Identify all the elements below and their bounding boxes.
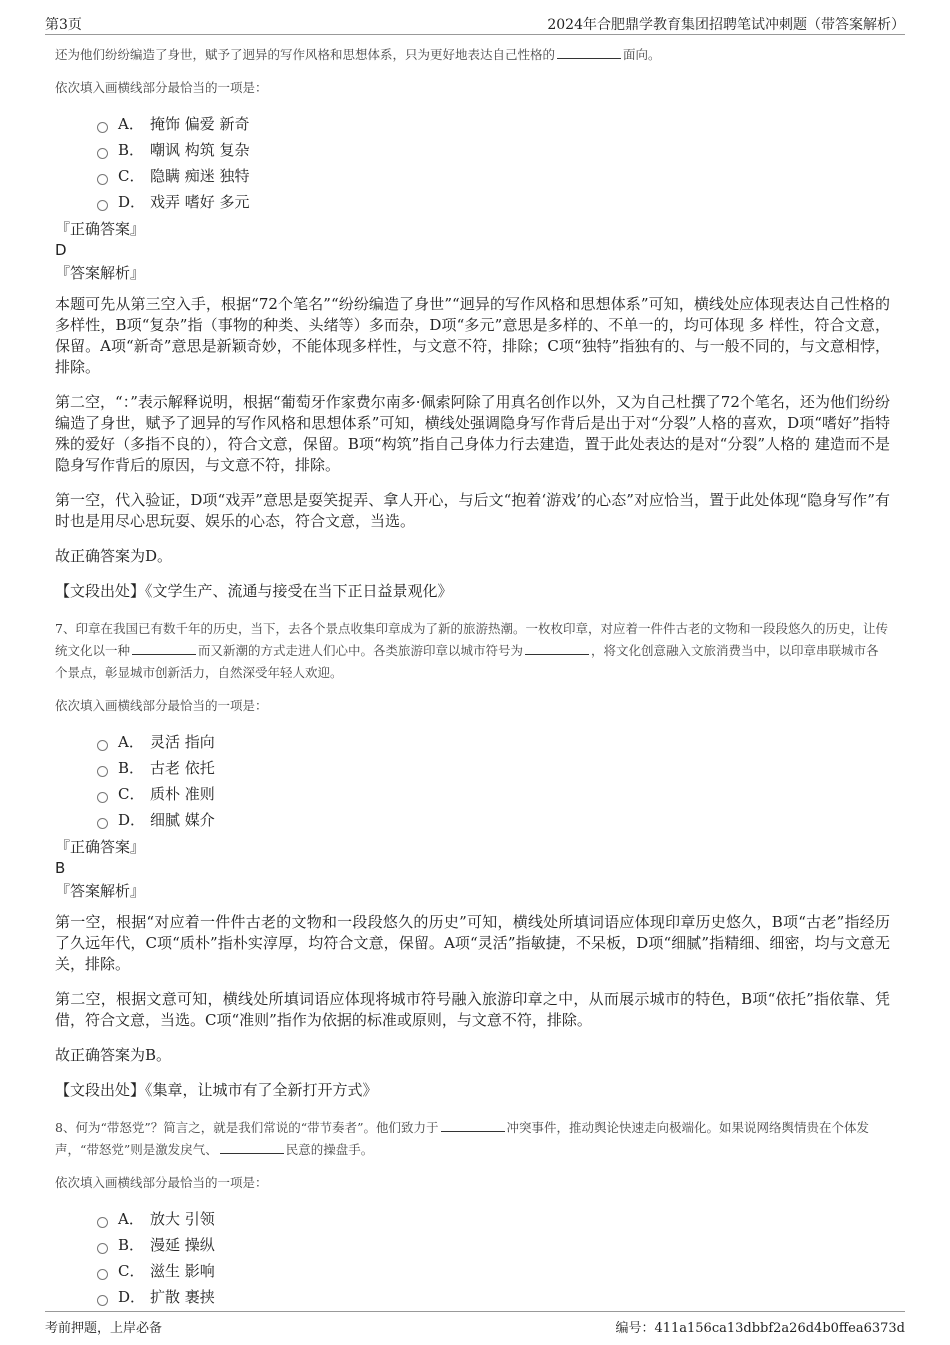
radio-icon[interactable] [97,766,108,777]
page-number: 第3页 [45,17,82,33]
option-key: B． [118,758,145,777]
option-key: B． [118,1235,145,1254]
option-text: 隐瞒 痴迷 独特 [150,166,250,185]
document-id: 编号：411a156ca13dbbf2a26d4b0ffea6373d [615,1321,905,1336]
source-citation: 【文段出处】《文学生产、流通与接受在当下正日益景观化》 [55,582,453,600]
radio-icon[interactable] [97,1243,108,1254]
radio-icon[interactable] [97,1295,108,1306]
option-key: A． [118,732,144,751]
analysis-paragraph: 故正确答案为D。 [55,547,173,565]
question-8-stem [55,1117,890,1161]
radio-icon[interactable] [97,122,108,133]
stem-text: 7、印章在我国已有数千年的历史，当下，去各个景点收集印章成为了新的旅游热潮。一枚枚印章，对应着一件件古老的文物和一段段悠久的历史，让传统文化以一种 [55,621,888,658]
radio-icon[interactable] [97,818,108,829]
analysis-paragraph: 第一空，代入验证，D项“戏弄”意思是耍笑捉弄、拿人开心，与后文“抱着‘游戏’的心态”对应恰当，置于此处体现“隐身写作”有时也是用尽心思玩耍、娱乐的心态，符合文意，当选。 [55,491,890,530]
option-key: C． [118,1261,145,1280]
radio-icon[interactable] [97,740,108,751]
option-key: D． [118,810,146,829]
option-text: 灵活 指向 [150,732,215,751]
option-key: D． [118,192,146,211]
radio-icon[interactable] [97,1269,108,1280]
analysis-paragraph: 第一空，根据“对应着一件件古老的文物和一段段悠久的历史”可知，横线处所填词语应体现印章历史悠久，B项“古老”指经历了久远年代，C项“质朴”指朴实淳厚，均符合文意，保留。A项“灵活”指敏捷，不呆板，D项“细腻”指精细、细密，均与文意无关，排除。 [55,913,890,973]
option-text: 掩饰 偏爱 新奇 [150,114,250,133]
analysis-label: 『答案解析』 [55,264,146,282]
option-text: 质朴 准则 [150,784,215,803]
option-d[interactable] [97,188,890,214]
option-b[interactable] [97,136,890,162]
analysis-paragraph: 第二空，“：”表示解释说明，根据“葡萄牙作家费尔南多·佩索阿除了用真名创作以外，又为自己杜撰了72个笔名，还为他们纷纷编造了身世，赋予了迥异的写作风格和思想体系”可知，横线处强调隐身写作背后是出于对“分裂”人格的喜欢，D项“嗜好”指特殊的爱好（多指不良的），符合文意，保留。B项“构筑”指自己身体力行去建造，置于此处表达的是对“分裂”人格的 建造而不是隐身写作背后的原因，与文意不符，排除。 [55,393,890,474]
analysis-paragraph: 故正确答案为B。 [55,1046,172,1064]
source-citation: 【文段出处】《集章，让城市有了全新打开方式》 [55,1081,378,1099]
answer-label: 『正确答案』 [55,838,146,856]
radio-icon[interactable] [97,174,108,185]
analysis-label: 『答案解析』 [55,882,146,900]
document-title: 2024年合肥鼎学教育集团招聘笔试冲刺题（带答案解析） [547,17,905,33]
option-c[interactable] [97,162,890,188]
question-6-stem [55,44,890,66]
option-a[interactable] [97,110,890,136]
fill-blank [441,1119,505,1132]
option-text: 滋生 影响 [150,1261,215,1280]
option-key: D． [118,1287,146,1306]
stem-text: ，将文化创意融入文旅消费当中，以印章串联城市各个景点，彰显城市创新活力，自然深受年轻人欢迎。 [55,643,879,680]
option-c[interactable] [97,1257,890,1283]
question-7-stem [55,618,890,684]
option-text: 放大 引领 [150,1209,215,1228]
option-d[interactable] [97,1283,890,1309]
option-a[interactable] [97,728,890,754]
page-content [55,44,890,1313]
option-key: A． [118,1209,144,1228]
question-7-options [97,728,890,832]
stem-text: 而又新潮的方式走进人们心中。各类旅游印章以城市符号为 [198,643,524,658]
option-text: 嘲讽 构筑 复杂 [150,140,250,159]
radio-icon[interactable] [97,1217,108,1228]
option-text: 戏弄 嗜好 多元 [150,192,250,211]
fill-blank [132,642,196,655]
option-key: B． [118,140,145,159]
option-b[interactable] [97,754,890,780]
footer-slogan: 考前押题，上岸必备 [45,1321,163,1336]
question-prompt: 依次填入画横线部分最恰当的一项是： [55,80,268,95]
analysis-paragraph: 本题可先从第三空入手，根据“72个笔名”“纷纷编造了身世”“迥异的写作风格和思想体系”可知，横线处应体现表达自己性格的多样性，B项“复杂”指（事物的种类、头绪等）多而杂，D项“多元”意思是多样的、不单一的，均可体现 多 样性，符合文意，保留。A项“新奇”意思是新颖奇妙，不能体现多样性，与文意不符，排除；C项“独特”指独有的、与一般不同的，与文意相悖，排除。 [55,295,890,376]
stem-text: 冲突事件，推动舆论快速走向极端化。如果说网络舆情贵在个体发声，“带怒党”则是激发戾气、 [55,1120,870,1157]
stem-text: 民意的操盘手。 [285,1142,374,1157]
analysis-paragraph: 第二空，根据文意可知，横线处所填词语应体现将城市符号融入旅游印章之中，从而展示城市的特色，B项“依托”指依靠、凭借，符合文意，当选。C项“准则”指作为依据的标准或原则，与文意不符，排除。 [55,990,890,1029]
option-key: A． [118,114,144,133]
option-c[interactable] [97,780,890,806]
answer-value: D [55,241,67,259]
question-6-options [97,110,890,214]
fill-blank [557,46,621,59]
question-8-options [97,1205,890,1309]
radio-icon[interactable] [97,200,108,211]
option-a[interactable] [97,1205,890,1231]
answer-label: 『正确答案』 [55,220,146,238]
stem-text: 8、何为“带怒党”？简言之，就是我们常说的“带节奏者”。他们致力于 [55,1120,439,1135]
question-prompt: 依次填入画横线部分最恰当的一项是： [55,698,268,713]
stem-text: 还为他们纷纷编造了身世，赋予了迥异的写作风格和思想体系，只为更好地表达自己性格的 [55,47,556,62]
option-d[interactable] [97,806,890,832]
page-footer [45,1311,905,1338]
option-b[interactable] [97,1231,890,1257]
fill-blank [525,642,589,655]
option-key: C． [118,784,145,803]
option-key: C． [118,166,145,185]
option-text: 漫延 操纵 [150,1235,215,1254]
question-prompt: 依次填入画横线部分最恰当的一项是： [55,1175,268,1190]
fill-blank [220,1141,284,1154]
radio-icon[interactable] [97,792,108,803]
stem-text: 面向。 [623,47,661,62]
option-text: 古老 依托 [150,758,215,777]
page-header [45,10,905,35]
option-text: 细腻 媒介 [150,810,215,829]
option-text: 扩散 裹挟 [150,1287,215,1306]
answer-value: B [55,859,66,877]
radio-icon[interactable] [97,148,108,159]
